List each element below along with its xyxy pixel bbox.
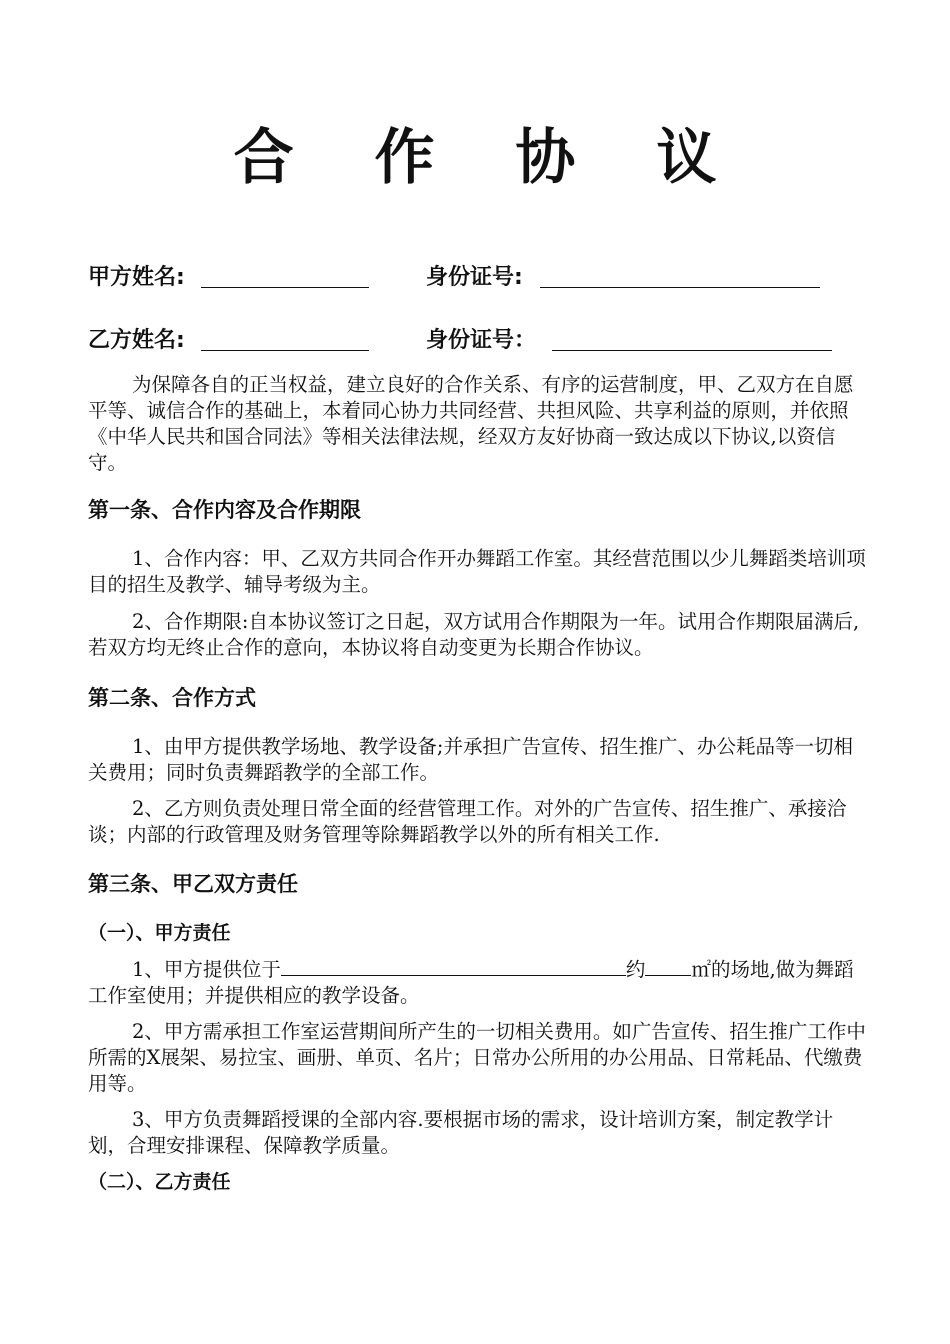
party-a-duty-2: 2、甲方需承担工作室运营期间所产生的一切相关费用。如广告宣传、招生推广工作中所需的X展架、易拉宝、画册、单页、名片；日常办公所用的办公用品、日常耗品、代缴费用等。 [88, 1020, 866, 1095]
article-2-clause-2: 2、乙方则负责处理日常全面的经营管理工作。对外的广告宣传、招生推广、承接洽谈；内部的行政管理及财务管理等除舞蹈教学以外的所有相关工作. [88, 797, 847, 846]
article-2-clause-1: 1、由甲方提供教学场地、教学设备;并承担广告宣传、招生推广、办公耗品等一切相关费用；同时负责舞蹈教学的全部工作。 [88, 735, 853, 784]
party-b-name-blank[interactable] [201, 350, 369, 351]
article-1-heading: 第一条、合作内容及合作期限 [88, 498, 361, 522]
party-a-duty-heading: （一）、甲方责任 [88, 922, 231, 944]
party-b-duty-heading: （二）、乙方责任 [88, 1171, 231, 1193]
party-b-name-label: 乙方姓名: [88, 328, 185, 353]
article-2-heading: 第二条、合作方式 [88, 686, 256, 710]
party-a-id-label: 身份证号: [426, 265, 523, 290]
article-3-heading: 第三条、甲乙双方责任 [88, 872, 298, 896]
party-a-row [88, 256, 848, 296]
duty-1-approx: 约 [625, 958, 646, 981]
party-a-name-label: 甲方姓名: [88, 265, 185, 290]
article-1-clause-1: 1、合作内容：甲、乙双方共同合作开办舞蹈工作室。其经营范围以少儿舞蹈类培训项目的招生及教学、辅导考级为主。 [88, 547, 866, 596]
venue-area-blank[interactable] [645, 957, 691, 976]
party-a-duty-1 [88, 957, 868, 1009]
party-a-name-blank[interactable] [201, 287, 369, 288]
article-1-clause-2: 2、合作期限:自本协议签订之日起，双方试用合作期限为一年。试用合作期限届满后,若双方均无终止合作的意向，本协议将自动变更为长期合作协议。 [88, 610, 860, 659]
page-title: 合 作 协 议 [233, 123, 747, 193]
duty-1-suffix: ㎡的场地,做为舞蹈工作室使用；并提供相应的教学设备。 [88, 958, 854, 1007]
party-b-id-blank[interactable] [552, 350, 832, 351]
party-b-row [88, 319, 848, 359]
venue-address-blank[interactable] [281, 957, 626, 976]
duty-1-prefix: 1、甲方提供位于 [132, 958, 281, 981]
party-a-duty-3: 3、甲方负责舞蹈授课的全部内容.要根据市场的需求，设计培训方案，制定教学计划，合理安排课程、保障教学质量。 [88, 1108, 834, 1157]
party-b-id-label: 身份证号： [426, 328, 537, 353]
intro-paragraph: 为保障各自的正当权益，建立良好的合作关系、有序的运营制度，甲、乙双方在自愿平等、诚信合作的基础上，本着同心协力共同经营、共担风险、共享利益的原则，并依照《中华人民共和国合同法》等相关法律法规，经双方友好协商一致达成以下协议,以资信守。 [88, 373, 854, 474]
party-a-id-blank[interactable] [540, 287, 820, 288]
